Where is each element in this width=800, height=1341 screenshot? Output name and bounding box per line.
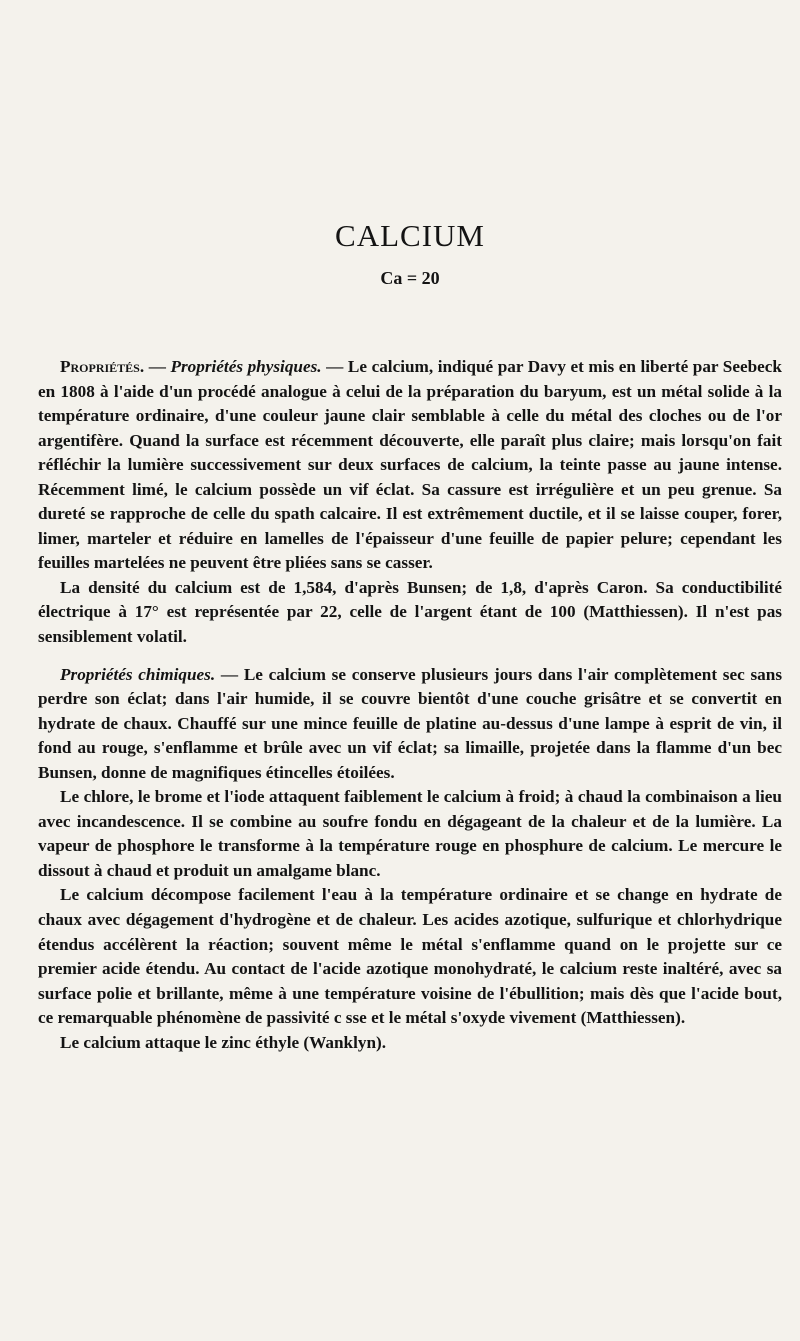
paragraph-text: — Le calcium se conserve plusieurs jours dans l'air complètement sec sans perdre son éclat; dans l'air humide, il se couvre bientôt d'une couche grisâtre et se convertit en hydrate de chaux. Chauffé sur une mince feuille de platine au-dessus d'une lampe à esprit de vin, il fond au rouge, s'enflamme et brûle avec un vif éclat; sa limaille, projetée dans la flamme d'un bec Bunsen, donne de magnifiques étincelles étoilées. [38,664,783,782]
paragraph-text: La densité du calcium est de 1,584, d'après Bunsen; de 1,8, d'après Caron. Sa conductibilité électrique à 17° est représentée par 22, celle de l'argent étant de 100 (Matthiessen). Il n'est pas sensiblement volatil. [38,577,782,647]
paragraph-physical-properties [38,355,782,576]
paragraph-text: Le chlore, le brome et l'iode attaquent faiblement le calcium à froid; à chaud la combinaison a lieu avec incandescence. Il se combine au soufre fondu en dégageant de la chaleur et de la lumière. La vapeur de phosphore le transforme à la température rouge en phosphure de calcium. Le mercure le dissout à chaud et produit un amalgame blanc. [38,787,782,880]
paragraph-water-acids [38,883,782,1030]
paragraph-text: Le calcium décompose facilement l'eau à la température ordinaire et se change en hydrate de chaux avec dégagement d'hydrogène et de chaleur. Les acides azotique, sulfurique et chlorhydrique étendus accélèrent la réaction; souvent même le métal s'enflamme quand on le projette sur ce premier acide étendu. Au contact de l'acide azotique monohydraté, le calcium reste inaltéré, avec sa surface polie et brillante, même à une température voisine de l'ébullition; mais dès que l'acide bout, ce remarquable phénomène de passivité c sse et le métal s'oxyde vivement (Matthiessen). [38,885,782,1028]
page-title: CALCIUM [335,218,485,253]
section-subheading-chemical: Propriétés chimiques. [60,664,216,684]
section-subheading-physical: Propriétés physiques. [170,357,322,376]
page-content [38,218,782,1055]
paragraph-density [38,576,782,650]
paragraph-halogens [38,785,782,883]
section-lead-smallcaps: Propriétés. [60,357,145,376]
paragraph-chemical-properties [38,663,782,786]
lead-separator: — [144,357,171,376]
paragraph-text: — Le calcium, indiqué par Davy et mis en liberté par Seebeck en 1808 à l'aide d'un procédé analogue à celui de la préparation du baryum, est un métal solide à la température ordinaire, d'une couleur jaune clair semblable à celle du métal des cloches ou de l'or argentifère. Quand la surface est récemment découverte, elle paraît plus claire; mais lorsqu'on fait réfléchir la lumière successivement sur deux surfaces de calcium, la teinte passe au jaune intense. Récemment limé, le calcium possède un vif éclat. Sa cassure est irrégulière et un peu grenue. Sa dureté se rapproche de celle du spath calcaire. Il est extrêmement ductile, et il se laisse couper, forer, limer, marteler et réduire en lamelles de l'épaisseur d'une feuille de papier pelure; cependant les feuilles martelées ne peuvent être pliées sans se casser. [38,357,782,573]
chemical-formula: Ca = 20 [380,268,440,288]
paragraph-zinc-ethyl [38,1031,782,1056]
paragraph-text: Le calcium attaque le zinc éthyle (Wanklyn). [60,1032,387,1052]
